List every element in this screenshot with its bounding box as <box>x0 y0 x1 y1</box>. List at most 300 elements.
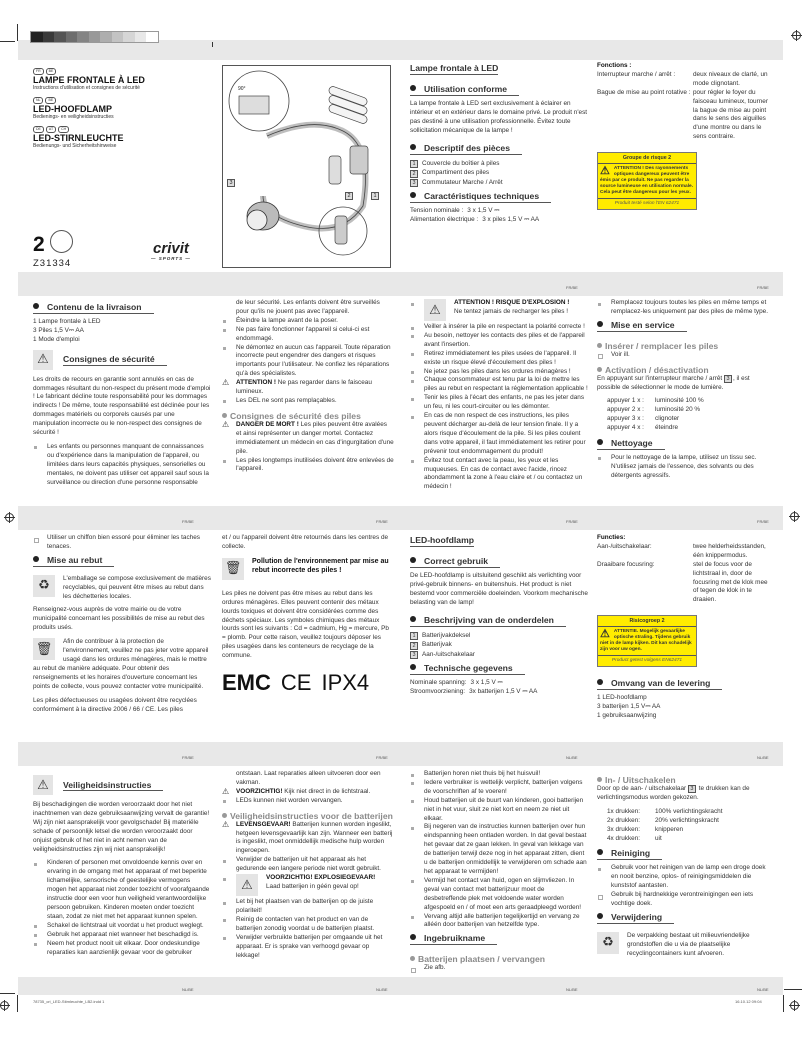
certification-marks <box>222 670 394 696</box>
bullet-icon <box>597 849 603 855</box>
language-flags <box>33 126 211 133</box>
mode-row <box>607 826 771 835</box>
warning-item <box>222 821 394 857</box>
explosion-warning-icon: ⚠ <box>424 299 446 321</box>
spec-value: 3 x piles 1,5 V ⎓ AA <box>482 215 540 223</box>
delivery-item: 3 batterijen 1,5 V⎓ AA <box>597 703 661 711</box>
list-item: Gebruik voor het reinigen van de lamp een droge doek en nooit benzine, oplos- of reinigingsmiddelen die kunststof aantasten. <box>597 864 771 891</box>
list-item: Schakel de lichtstraal uit voordat u het product weglegt. <box>33 922 211 931</box>
risk-warning <box>598 627 696 656</box>
warning-text: Kijk niet direct in de lichtstraal. <box>282 787 371 795</box>
explosion-warning <box>222 874 394 898</box>
section-heading <box>410 85 519 96</box>
language-flags <box>33 97 211 104</box>
part-item <box>410 178 588 188</box>
list-item: Kinderen of personen met onvoldoende kennis over en ervaring in de omgang met het apparaat of met beperkte lichamelijke, sensorische of geestelijke vermogens mogen het apparaat niet zonder toezicht of voorafgaande instructie door een voor hun veiligheid verantwoordelijke persoon gebruiken. Kinderen moeten onder toezicht staan, zodat ze niet met het apparaat kunnen spelen. <box>33 859 211 921</box>
spec-value: 3 x 1,5 V ⎓ <box>467 206 500 214</box>
warning-icon: ⚠ <box>33 775 53 795</box>
list-item: Reinig de contacten van het product en van de batterijen zonodig voordat u de batterijen plaatst. <box>222 916 394 934</box>
safety-heading-text: Veiligheidsinstructies <box>63 781 163 792</box>
part-item <box>410 169 588 179</box>
paragraph: Bij beschadigingen die worden veroorzaakt door het niet inachtnemen van deze gebruiksaanwijzing vervalt de garantie! Wij zijn niet aansprakelijk voor gevolgschade! Bij materiële schade of persoonlijk letsel die worden veroorzaakt door onjuist gebruik of het niet in acht nemen van de veiligheidsinstructies zijn wij niet aansprakelijk! <box>33 801 210 853</box>
top-band <box>18 40 783 60</box>
list-item: Remplacez toujours toutes les piles en même temps et remplacez-les uniquement par des piles de même type. <box>597 299 771 317</box>
circle-mark-icon <box>50 230 73 253</box>
subsection-heading-text: Insérer / remplacer les piles <box>605 340 719 351</box>
list-item: Veiller à insérer la pile en respectant la polarité correcte ! <box>410 323 588 332</box>
warning-label: ATTENTION ! <box>236 379 276 387</box>
subsection-heading <box>222 411 394 421</box>
warning-item <box>222 421 394 457</box>
bullet-icon <box>222 813 227 818</box>
section-heading-text: Mise en service <box>611 319 675 330</box>
bullet-icon <box>410 664 416 670</box>
page-footer-label: FR/BE <box>182 755 194 760</box>
label: Functies: <box>597 534 626 541</box>
part-number-badge: 2 <box>410 170 418 178</box>
part-label: Batterijvakdeksel <box>422 631 471 639</box>
part-label: Commutateur Marche / Arrêt <box>422 178 503 186</box>
spec-label: Tension nominale : <box>410 206 464 214</box>
spec-value: twee helderheidsstanden, één knippermodus. <box>693 542 766 559</box>
list-item: Vervang altijd alle batterijen tegelijkertijd en vervang ze alléén door batterijen van hetzelfde type. <box>410 913 588 931</box>
explosion-warning-icon: ⚠ <box>236 874 258 896</box>
section-heading <box>597 913 674 924</box>
callout-2: 2 <box>345 192 353 200</box>
section-heading <box>597 679 722 690</box>
explosion-warning <box>410 299 588 323</box>
warning-label: LEVENSGEVAAR! <box>236 820 291 828</box>
spec-row <box>410 679 588 688</box>
section-heading-text: Ingebruikname <box>424 933 486 944</box>
list-item: LEDs kunnen niet worden vervangen. <box>222 797 394 806</box>
bullet-icon <box>33 303 39 309</box>
paragraph: De LED-hoofdlamp is uitsluitend geschikt als verlichting voor privé-gebruik binnens- en buitenshuis. Het product is niet bestemd voor commerciële doeleinden. Voorkom mechanische belasting van de lamp! <box>410 571 588 606</box>
list-item: Ne pas faire fonctionner l'appareil si celui-ci est endommagé. <box>222 326 394 344</box>
spec-row <box>410 207 588 216</box>
emc-mark: EMC <box>222 670 271 696</box>
angle-label: 90° <box>238 86 246 92</box>
mode-press: 1x drukken: <box>607 807 641 815</box>
safety-heading <box>33 350 211 372</box>
bullet-icon <box>410 934 416 940</box>
delivery-item: 1 Mode d'emploi <box>33 335 80 343</box>
delivery-item: 1 LED-hoofdlamp <box>597 694 647 702</box>
icon-paragraph-text: L'emballage se compose exclusivement de matières recyclables, qui peuvent être mises au rebut dans les déchetteries locales. <box>63 574 211 600</box>
bullet-icon <box>410 144 416 150</box>
paragraph: Les piles ne doivent pas être mises au rebut dans les ordures ménagères. Elles peuvent contenir des métaux lourds toxiques et doivent être considérées comme des déchets spéciaux. Les symboles chimiques des métaux lourds sont les suivants : Cd = cadmium, Hg = mercure, Pb = plomb. Pour cette raison, veuillez toujours déposer les piles usagées dans les conteneurs de recyclage de la commune. <box>222 589 389 660</box>
warning-icon: ⚠ <box>222 819 230 829</box>
section-heading-text: Caractéristiques techniques <box>424 190 540 201</box>
icon-warning-text: Pollution de l'environnement par mise au rebut incorrecte des piles ! <box>252 557 389 574</box>
mode-press: appuyer 2 x : <box>607 406 644 414</box>
recycle-icon: ♻ <box>33 575 55 597</box>
part-item <box>410 631 588 641</box>
section-heading <box>410 616 566 627</box>
section-heading-text: Technische gegevens <box>424 662 513 673</box>
paragraph: La lampe frontale à LED sert exclusivement à éclairer en intérieur et en extérieur dans le domaine privé. Le produit n'est pas destiné à une utilisation professionnelle. Évitez toute sollicitation mécanique de la lampe ! <box>410 99 588 134</box>
section-heading-text: Reiniging <box>611 848 651 859</box>
paragraph: et / ou l'appareil doivent être retournés dans les centres de collecte. <box>222 534 389 550</box>
laser-risk-label <box>597 615 697 667</box>
warning-icon: ⚠ <box>222 786 230 796</box>
list-item: Ne démontez en aucun cas l'appareil. Toute réparation incorrecte peut engendrer des dangers et risques importants pour l'utilisateur. Ne confiez les réparations qu'à des spécialistes. <box>222 344 394 380</box>
mode-row <box>607 424 771 433</box>
icon-paragraph-text: Afin de contribuer à la protection de l'environnement, veuillez ne pas jeter votre appareil usagé dans les ordures ménagères, mais le mettre au rebut de manière adéquate. Pour obtenir des renseignements et les horaires d'ouverture concernant les points de collecte, vous pouvez contacter votre municipalité. <box>33 638 209 690</box>
section-heading-text: Omvang van de levering <box>611 678 711 689</box>
subsection-heading <box>410 954 588 964</box>
subsection-heading <box>597 775 771 785</box>
risk-group-title: Groupe de risque 2 <box>598 153 696 164</box>
bullet-icon <box>597 439 603 445</box>
list-item: Iedere verbruiker is wettelijk verplicht, batterijen volgens de voorschriften af te voeren! <box>410 779 588 797</box>
warning-text: Ne pas regarder dans le faisceau lumineux. <box>236 379 372 396</box>
list-item: En cas de non respect de ces instructions, les piles peuvent décharger au-delà de leur tension finale. Il y a alors risque d'écoulement de la pile. Si les piles coulent dans votre appareil, il faut immédiatement les retirer pour prévenir tout endommagement du produit! <box>410 412 588 457</box>
warning-text: Laad batterijen in géén geval op! <box>266 882 359 890</box>
crop-mark <box>783 995 784 1012</box>
delivery-item: 1 Lampe frontale à LED <box>33 317 101 325</box>
paragraph: Les piles défectueuses ou usagées doivent être recyclées conformément à la directive 2006 / 66 / CE. Les piles <box>33 696 197 713</box>
bullet-icon <box>597 343 602 348</box>
spec-value: pour régler le foyer du faisceau lumineux, tourner la bague de mise au point dans le sens des aiguilles d'une montre ou dans le sens contraire. <box>693 88 768 141</box>
spec-label: Alimentation électrique : <box>410 215 479 223</box>
mode-row <box>607 817 771 826</box>
footer-band <box>18 272 783 296</box>
paragraph <box>597 375 771 393</box>
page-footer-label: NL/BE <box>566 987 578 992</box>
page-nl-operation <box>597 770 771 964</box>
section-heading <box>410 934 497 945</box>
paragraph: Les droits de recours en garantie sont annulés en cas de dommages résultant du non-respect du présent mode d'emploi ! Le fabricant décline toute responsabilité pour les dommages indirects ! De même, toute responsabilité est déclinée pour les dommages matériels ou corporels causés par une manipulation incorrecte ou le non-respect des consignes de sécurité ! <box>33 375 211 437</box>
spec-value: 3 x 1,5 V ⎓ <box>470 678 503 686</box>
bullet-icon <box>410 85 416 91</box>
bullet-icon <box>33 556 39 562</box>
callout-3: 3 <box>227 179 235 187</box>
part-item <box>410 650 588 660</box>
country-code-badge: FR <box>33 68 44 75</box>
list-item: Les DEL ne sont pas remplaçables. <box>222 397 394 406</box>
laser-warning-icon: ⚠ <box>600 628 610 641</box>
safety-heading <box>33 775 211 797</box>
warning-icon: ⚠ <box>222 419 230 429</box>
registration-mark-icon <box>790 512 799 521</box>
icon-paragraph <box>597 932 771 959</box>
cover-title: LED-STIRNLEUCHTE <box>33 133 124 143</box>
bullet-icon <box>597 913 603 919</box>
warning-label: VOORZICHTIG! <box>236 787 283 795</box>
registration-mark-icon <box>0 1001 9 1010</box>
list-item: Vermijd het contact van huid, ogen en slijmvliezen. In geval van contact met batterijzuur moet de desbetreffende plek met voldoende water worden afgespoeld en / of moet een arts geraadpleegd worden! <box>410 877 588 913</box>
mode-result: knipperen <box>655 825 684 833</box>
delivery-list <box>33 318 211 345</box>
page-fr-disposal <box>33 534 211 719</box>
list-item: Gebruik bij hardnekkige verontreinigingen een iets vochtige doek. <box>597 891 771 909</box>
paragraph-text: , il est possible de sélectionner le mode de lumière. <box>597 374 750 391</box>
list-item: Tenir les piles à l'écart des enfants, ne pas les jeter dans un feu, ni les court-circuiter ou les démonter. <box>410 394 588 412</box>
mode-press: appuyer 4 x : <box>607 424 644 432</box>
bullet-icon <box>597 777 602 782</box>
risk-group-title: Risicogroep 2 <box>598 616 696 627</box>
spec-row <box>597 71 771 89</box>
page-nl-intro <box>410 534 588 697</box>
part-label: Compartiment des piles <box>422 169 490 177</box>
subsection-heading-text: Consignes de sécurité des piles <box>230 410 361 421</box>
part-number-badge: 1 <box>410 160 418 168</box>
crop-mark <box>0 41 15 42</box>
cover-title: LAMPE FRONTALE À LED <box>33 75 145 85</box>
section-heading <box>597 321 687 332</box>
section-heading-text: Nettoyage <box>611 438 653 449</box>
crop-mark <box>17 995 18 1012</box>
page-title: LED-hoofdlamp <box>410 535 474 545</box>
part-label: Batterijvak <box>422 641 452 649</box>
mode-result: luminosité 100 % <box>655 397 704 405</box>
section-heading <box>597 849 662 860</box>
mode-press: appuyer 1 x : <box>607 397 644 405</box>
cover-page <box>33 62 211 267</box>
mode-row <box>607 808 771 817</box>
page-footer-label: FR/BE <box>757 519 769 524</box>
list-item: Verwijder verbruikte batterijen per omgaande uit het apparaat. Er is sprake van verhoogd gevaar op lekkage! <box>222 934 394 961</box>
risk-warning-text: ATTENTIE. Mogelijk gevaarlijke optische straling. Tijdens gebruik niet in de lamp kijken. Dit kan schadelijk zijn voor uw ogen. <box>600 629 692 653</box>
page-footer-label: FR/BE <box>566 285 578 290</box>
list-item: Évitez tout contact avec la peau, les yeux et les muqueuses. En cas de contact avec l'acide, rincez abondamment la zone à l'eau claire et / ou contactez un médecin ! <box>410 457 588 493</box>
list-item: Pour le nettoyage de la lampe, utilisez un tissu sec. N'utilisez jamais de l'essence, des solvants ou des détergents agressifs. <box>597 454 771 481</box>
registration-mark-icon <box>790 1001 799 1010</box>
warning-label: ATTENTION ! RISQUE D'EXPLOSION ! <box>454 299 570 306</box>
list-item: Voir ill. <box>597 351 771 360</box>
mode-row <box>607 406 771 415</box>
crossed-bin-icon: 🗑 <box>33 638 55 660</box>
product-code: Z31334 <box>33 258 72 269</box>
part-label: Couvercle du boîtier à piles <box>422 159 500 167</box>
spec-row <box>410 688 588 697</box>
list-item: Verwijder de batterijen uit het apparaat als het gedurende een langere periode niet wordt gebruikt. <box>222 856 394 874</box>
section-heading-text: Mise au rebut <box>47 554 103 565</box>
registration-mark-icon <box>792 31 801 40</box>
spec-value: 3x batterijen 1,5 V ⎓ AA <box>469 687 538 695</box>
crivit-logo: crivit — SPORTS — <box>151 240 191 261</box>
mode-result: luminosité 20 % <box>655 406 701 414</box>
section-heading-text: Contenu de la livraison <box>47 302 142 312</box>
list-item: Bij negeren van de instructies kunnen batterijen over hun eindspanning heen ontladen worden. In dat geval bestaat het gevaar dat ze gaan lekken. In geval van lekkage van de batterijen terwijl deze nog in het apparaat zitten, dient u de batterijen onmiddellijk te verwijderen om schade aan het apparaat te vermijden! <box>410 823 588 876</box>
bullet-icon <box>597 679 603 685</box>
part-number-badge: 3 <box>688 785 696 793</box>
bullet-icon <box>597 367 602 372</box>
icon-paragraph <box>33 575 211 602</box>
language-flags <box>33 68 211 75</box>
part-number-badge: 3 <box>724 375 732 383</box>
spec-label: Bague de mise au point rotative : <box>597 88 691 96</box>
country-code-badge: NL <box>33 97 43 104</box>
mode-press: appuyer 3 x : <box>607 415 644 423</box>
page-footer-label: FR/BE <box>566 519 578 524</box>
footer-band <box>18 506 783 530</box>
mode-press: 3x drukken: <box>607 825 641 833</box>
warning-text: Batterijen kunnen worden ingeslikt, hetgeen levensgevaarlijk kan zijn. Wanneer een batterij is ingeslikt, moet onmiddellijk medische hulp worden ingeroepen. <box>236 820 393 855</box>
risk-standard: Produit testé selon l'EN 62471 <box>614 201 680 207</box>
page-fr-operation <box>597 299 771 481</box>
label: Fonctions : <box>597 62 632 69</box>
warning-icon: ⚠ <box>222 378 230 388</box>
country-code-badge: BE <box>45 97 56 104</box>
page-fr-safety-cont <box>222 299 394 474</box>
page-footer-label: FR/BE <box>376 755 388 760</box>
crop-mark <box>17 24 18 41</box>
spec-label: Nominale spanning: <box>410 678 467 686</box>
subsection-heading-text: In- / Uitschakelen <box>605 775 676 785</box>
icon-warning <box>222 558 394 582</box>
delivery-item: 3 Piles 1,5 V⎓ AA <box>33 326 84 334</box>
mode-row <box>607 835 771 844</box>
crop-mark <box>0 993 15 994</box>
delivery-item: 1 gebruiksaanwijzing <box>597 711 657 719</box>
paragraph: Renseignez-vous auprès de votre mairie ou de votre municipalité concernant les possibilités de mise au rebut des produits usés. <box>33 606 205 632</box>
warning-label: VOORZICHTIG! EXPLOSIEGEVAAR! <box>266 874 376 882</box>
page-fr-intro <box>410 62 588 225</box>
mode-list <box>607 397 771 433</box>
list-item: Chaque consommateur est tenu par la loi de mettre les piles au rebut en respectant la réglementation applicable ! <box>410 376 588 394</box>
country-code-badge: AT <box>46 126 56 133</box>
list-item: Ne jetez pas les piles dans les ordures ménagères ! <box>410 368 588 377</box>
print-date: 16.10.12 09:04 <box>735 999 762 1004</box>
paragraph-continued: ontstaan. Laat reparaties alleen uitvoeren door een vakman. <box>236 770 381 786</box>
icon-paragraph-text: De verpakking bestaat uit milieuvriendelijke grondstoffen die u via de plaatselijke recyclingcontainers kunt afvoeren. <box>627 931 750 957</box>
list-item: Batterijen horen niet thuis bij het huisvuil! <box>410 770 588 779</box>
section-heading <box>410 557 500 568</box>
cover-title: LED-HOOFDLAMP <box>33 104 112 114</box>
cover-subtitle: Bedienungs- und Sicherheitshinweise <box>33 143 117 149</box>
list-item: Zie afb. <box>410 964 588 973</box>
page-footer-label: NL/BE <box>757 987 769 992</box>
mode-press: 4x drukken: <box>607 834 641 842</box>
product-illustration <box>222 65 391 268</box>
delivery-list <box>597 694 771 721</box>
mode-result: éteindre <box>655 424 679 432</box>
subsection-heading <box>597 341 771 351</box>
page-footer-label: FR/BE <box>182 519 194 524</box>
color-calibration-bar <box>30 31 159 43</box>
page-fr-batteries <box>410 299 588 492</box>
list-item: Les enfants ou personnes manquant de connaissances ou d'expérience dans la manipulation de l'appareil, ou limitées dans leurs capacités physiques, sensorielles ou mentales, ne doivent pas utiliser cet appareil sauf sous la surveillance ou direction d'une personne responsable <box>33 443 211 488</box>
cover-subtitle: Bedienings- en veiligheidsinstructies <box>33 114 114 120</box>
cover-subtitle: Instructions d'utilisation et consignes de sécurité <box>33 85 140 91</box>
spec-row <box>597 543 771 561</box>
spec-label: Interrupteur marche / arrêt : <box>597 70 676 78</box>
page-title: Lampe frontale à LED <box>410 63 499 73</box>
paragraph-text: En appuyant sur l'interrupteur marche / arrêt <box>597 374 724 382</box>
callout-1: 1 <box>371 192 379 200</box>
cover-titles <box>33 68 211 149</box>
crop-mark <box>212 42 213 47</box>
crop-mark <box>784 989 802 990</box>
spec-value: stel de focus voor de lichtstraal in, door de focusring met de klok mee of tegen de klok in te draaien. <box>693 560 768 604</box>
warning-item <box>222 379 394 397</box>
country-code-badge: CH <box>58 126 69 133</box>
page-nl-functions <box>597 534 771 724</box>
country-code-badge: DE <box>33 126 44 133</box>
ce-mark: CE <box>280 670 312 696</box>
section-heading <box>410 664 525 675</box>
list-item: Éteindre la lampe avant de la poser. <box>222 317 394 326</box>
risk-warning <box>598 164 696 199</box>
part-number-badge: 1 <box>410 632 418 640</box>
file-name: 78735_cri_LED-Stirnleuchte_LB2.indd 1 <box>33 999 105 1004</box>
bullet-icon <box>410 192 416 198</box>
laser-warning-icon: ⚠ <box>600 165 610 178</box>
page-footer-label: NL/BE <box>182 987 194 992</box>
list-item: Let bij het plaatsen van de batterijen op de juiste polariteit! <box>222 898 394 916</box>
spec-row <box>597 89 771 142</box>
page-fr-safety <box>33 299 211 488</box>
laser-risk-label <box>597 152 697 210</box>
spec-label: Stroomvoorziening: <box>410 687 466 695</box>
page-footer-label: NL/BE <box>376 987 388 992</box>
spec-row <box>597 561 771 606</box>
warning-text: Les piles peuvent être avalées et ainsi représenter un danger mortel. Contactez immédiatement un médecin en cas d'ingurgitation d'une pile. <box>236 420 394 455</box>
risk-warning-text: ATTENTION ! Des rayonnements optiques dangereux peuvent être émis par ce produit. Ne pas regarder la source lumineuse en utilisation normale. Cela peut être dangereux pour les yeux. <box>600 166 694 196</box>
subsection-heading-text: Veiligheidsinstructies voor de batterijen <box>230 810 393 821</box>
mode-list <box>607 808 771 844</box>
paragraph-continued: de leur sécurité. Les enfants doivent être surveillés pour qu'ils ne jouent pas avec l'appareil. <box>236 299 380 315</box>
country-code-badge: BE <box>46 68 57 75</box>
mode-row <box>607 415 771 424</box>
paragraph <box>597 785 771 803</box>
list-item: Les piles longtemps inutilisées doivent être enlevées de l'appareil. <box>222 457 394 475</box>
mode-result: uit <box>655 834 662 842</box>
headlamp-drawing <box>223 66 390 267</box>
registration-mark-icon <box>5 513 14 522</box>
warning-item <box>222 788 394 797</box>
ipx4-mark: IPX4 <box>321 670 370 696</box>
crossed-bin-icon: 🗑 <box>222 558 244 580</box>
spec-value: deux niveaux de clarté, un mode clignotant. <box>693 70 768 87</box>
parts-list <box>410 159 588 188</box>
mode-row <box>607 397 771 406</box>
page-footer-label: NL/BE <box>566 755 578 760</box>
part-number-badge: 3 <box>410 179 418 187</box>
section-heading-text: Correct gebruik <box>424 555 488 566</box>
section-heading-text: Verwijdering <box>611 911 663 922</box>
part-label: Aan-/uitschakelaar <box>422 650 475 658</box>
spec-label: Aan-/uitschakelaar: <box>597 542 652 550</box>
part-item <box>410 159 588 169</box>
bullet-icon <box>597 321 603 327</box>
list-item: Houd batterijen uit de buurt van kinderen, gooi batterijen niet in het vuur, sluit ze niet kort en neem ze niet uit elkaar. <box>410 797 588 824</box>
page-nl-batteries <box>410 770 588 973</box>
spec-label: Draaibare focusring: <box>597 560 655 568</box>
warning-text: Ne tentez jamais de recharger les piles ! <box>454 307 569 315</box>
part-item <box>410 641 588 651</box>
warning-icon: ⚠ <box>33 350 53 370</box>
parts-list <box>410 631 588 660</box>
list-item: Retirez immédiatement les piles usées de l'appareil. Il existe un risque élevé d'écoulement des piles ! <box>410 350 588 368</box>
mode-result: 20% verlichtingskracht <box>655 816 719 824</box>
subsection-heading-text: Batterijen plaatsen / vervangen <box>418 954 546 965</box>
footer-band <box>18 977 783 995</box>
safety-heading-text: Consignes de sécurité <box>63 355 167 366</box>
recycle-icon: ♻ <box>597 932 619 954</box>
bullet-icon <box>410 956 415 961</box>
mode-result: clignoter <box>655 415 680 423</box>
bullet-icon <box>410 557 416 563</box>
page-footer-label: FR/BE <box>757 285 769 290</box>
paragraph-text: te drukken kan de verlichtingsmodus worden gekozen. <box>597 785 750 801</box>
part-number-badge: 3 <box>410 651 418 659</box>
page-footer-label: NL/BE <box>757 755 769 760</box>
page-number: 2 <box>33 233 45 256</box>
section-heading <box>410 192 551 203</box>
